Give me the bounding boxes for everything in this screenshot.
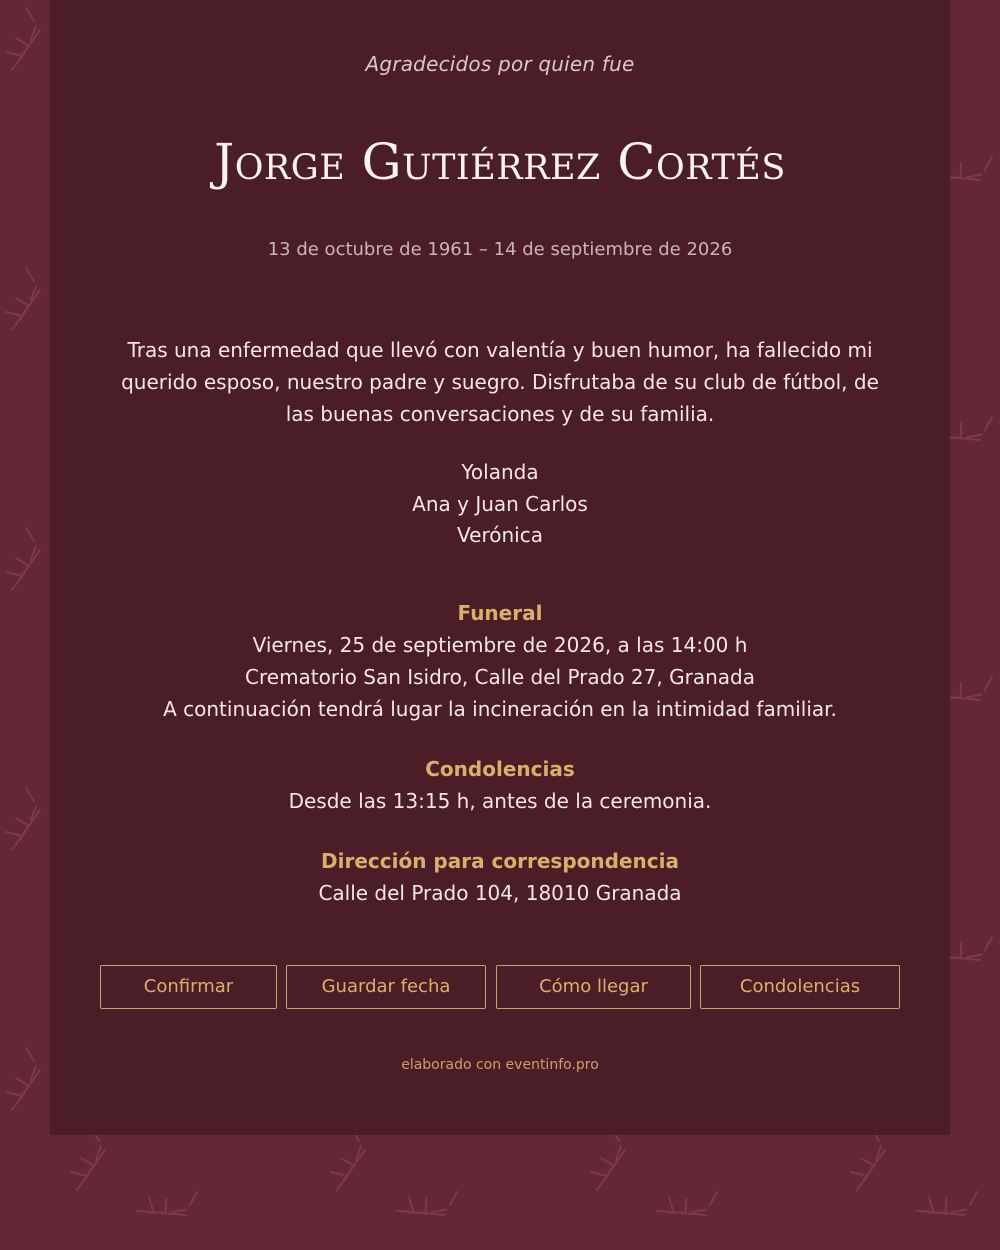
life-dates: 13 de octubre de 1961 – 14 de septiembre de 2026	[267, 239, 733, 260]
family-member: Yolanda	[461, 460, 539, 484]
address-heading: Dirección para correspondencia	[321, 849, 679, 873]
funeral-note: A continuación tendrá lugar la incineración en la intimidad familiar.	[163, 697, 837, 721]
family-list	[50, 457, 950, 552]
action-buttons	[100, 965, 900, 1011]
condolences-time: Desde las 13:15 h, antes de la ceremonia.	[288, 789, 712, 813]
obituary-message: Tras una enfermedad que llevó con valentía y buen humor, ha fallecido mi querido esposo, nuestro padre y suegro. Disfrutaba de su club de fútbol, de las buenas conversaciones y de su familia.	[121, 338, 879, 426]
funeral-date: Viernes, 25 de septiembre de 2026, a las 14:00 h	[252, 633, 748, 657]
footer-credit-link[interactable]: elaborado con eventinfo.pro	[401, 1057, 599, 1073]
save-date-button[interactable]: Guardar fecha	[286, 965, 486, 1009]
funeral-section	[50, 597, 950, 725]
tagline: Agradecidos por quien fue	[365, 52, 635, 76]
condolences-heading: Condolencias	[425, 757, 575, 781]
condolences-button[interactable]: Condolencias	[700, 965, 900, 1009]
address-section	[50, 845, 950, 909]
funeral-heading: Funeral	[457, 601, 543, 625]
family-member: Ana y Juan Carlos	[412, 491, 588, 516]
funeral-location: Crematorio San Isidro, Calle del Prado 27, Granada	[245, 665, 755, 689]
deceased-name: Jorge Gutiérrez Cortés	[214, 133, 786, 191]
confirm-button[interactable]: Confirmar	[100, 965, 277, 1009]
family-member: Verónica	[457, 523, 543, 547]
obituary-card	[50, 0, 950, 1135]
address-line: Calle del Prado 104, 18010 Granada	[318, 881, 682, 905]
condolences-section	[50, 753, 950, 817]
directions-button[interactable]: Cómo llegar	[496, 965, 691, 1009]
